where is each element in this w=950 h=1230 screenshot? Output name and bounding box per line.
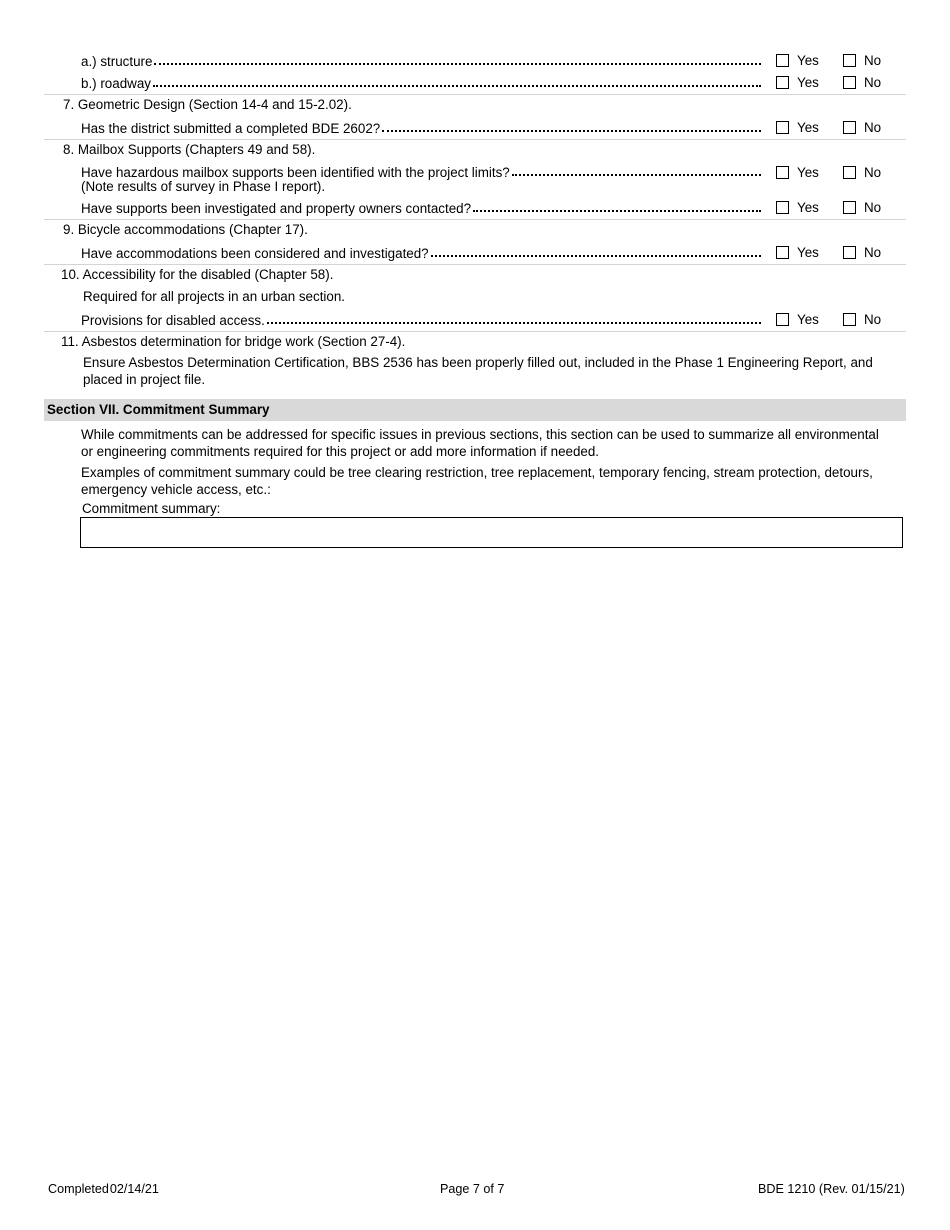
mailbox-yes-option[interactable] — [776, 163, 819, 181]
yes-label: Yes — [797, 74, 819, 90]
footer-form-number: BDE 1210 (Rev. 01/15/21) — [758, 1182, 905, 1196]
bde2602-no-option[interactable] — [843, 118, 881, 136]
item-10-subtext: Required for all projects in an urban section. — [83, 289, 346, 304]
bicycle-no-option[interactable] — [843, 243, 881, 261]
bde2602-no-checkbox[interactable] — [843, 121, 856, 134]
supports-yes-option[interactable] — [776, 198, 819, 216]
question-disabled-access — [81, 310, 761, 328]
question-structure — [81, 51, 761, 69]
no-label: No — [864, 311, 882, 327]
dot-leader — [267, 321, 761, 324]
supports-no-checkbox[interactable] — [843, 201, 856, 214]
dot-leader — [153, 84, 761, 87]
question-hazardous-mailbox — [81, 162, 761, 180]
item-7-heading: 7. Geometric Design (Section 14-4 and 15-2.02). — [63, 97, 352, 112]
structure-yes-checkbox[interactable] — [776, 54, 789, 67]
supports-yes-checkbox[interactable] — [776, 201, 789, 214]
survey-note: (Note results of survey in Phase I report). — [81, 179, 326, 194]
item-11-heading: 11. Asbestos determination for bridge work (Section 27-4). — [61, 334, 406, 349]
yes-label: Yes — [797, 52, 819, 68]
question-supports-investigated — [81, 198, 761, 216]
question-text: Have hazardous mailbox supports been identified with the project limits? — [81, 165, 510, 180]
no-label: No — [864, 119, 882, 135]
structure-yes-option[interactable] — [776, 51, 819, 69]
row-separator — [44, 94, 906, 95]
asbestos-instructions: Ensure Asbestos Determination Certification, BBS 2536 has been properly filled out, included in the Phase 1 Engineering Report, and placed in project file. — [83, 355, 873, 387]
no-label: No — [864, 52, 882, 68]
completed-label: Completed — [48, 1182, 109, 1196]
commitment-summary-field[interactable] — [80, 517, 903, 548]
mailbox-no-checkbox[interactable] — [843, 166, 856, 179]
question-bde-2602 — [81, 118, 761, 136]
question-text: b.) roadway — [81, 76, 151, 91]
bicycle-yes-checkbox[interactable] — [776, 246, 789, 259]
question-text: Have supports been investigated and property owners contacted? — [81, 201, 472, 216]
row-separator — [44, 331, 906, 332]
question-roadway — [81, 73, 761, 91]
yes-label: Yes — [797, 164, 819, 180]
commitment-paragraph-1: While commitments can be addressed for specific issues in previous sections, this section can be used to summarize all environmental or engineering commitments required for this project or add more information if needed. — [81, 427, 879, 459]
structure-no-checkbox[interactable] — [843, 54, 856, 67]
row-separator — [44, 219, 906, 220]
mailbox-no-option[interactable] — [843, 163, 881, 181]
yes-label: Yes — [797, 311, 819, 327]
question-text: Provisions for disabled access. — [81, 313, 265, 328]
structure-no-option[interactable] — [843, 51, 881, 69]
commitment-summary-label: Commitment summary: — [82, 501, 221, 516]
completed-date: 02/14/21 — [109, 1182, 159, 1196]
bicycle-yes-option[interactable] — [776, 243, 819, 261]
no-label: No — [864, 244, 882, 260]
yes-label: Yes — [797, 199, 819, 215]
dot-leader — [473, 209, 761, 212]
item-9-heading: 9. Bicycle accommodations (Chapter 17). — [63, 222, 308, 237]
commitment-paragraph-2: Examples of commitment summary could be tree clearing restriction, tree replacement, temporary fencing, stream protection, detours, emergency vehicle access, etc.: — [81, 465, 873, 497]
no-label: No — [864, 74, 882, 90]
section-vii-header: Section VII. Commitment Summary — [44, 399, 906, 421]
no-label: No — [864, 164, 882, 180]
roadway-no-option[interactable] — [843, 73, 881, 91]
footer-page-number: Page 7 of 7 — [440, 1182, 505, 1196]
access-yes-checkbox[interactable] — [776, 313, 789, 326]
roadway-yes-option[interactable] — [776, 73, 819, 91]
row-separator — [44, 264, 906, 265]
roadway-yes-checkbox[interactable] — [776, 76, 789, 89]
bde2602-yes-checkbox[interactable] — [776, 121, 789, 134]
item-10-heading: 10. Accessibility for the disabled (Chapter 58). — [61, 267, 334, 282]
item-8-heading: 8. Mailbox Supports (Chapters 49 and 58). — [63, 142, 316, 157]
access-yes-option[interactable] — [776, 310, 819, 328]
dot-leader — [431, 254, 761, 257]
question-accommodations — [81, 243, 761, 261]
bicycle-no-checkbox[interactable] — [843, 246, 856, 259]
dot-leader — [154, 62, 761, 65]
no-label: No — [864, 199, 882, 215]
dot-leader — [382, 129, 761, 132]
bde2602-yes-option[interactable] — [776, 118, 819, 136]
yes-label: Yes — [797, 244, 819, 260]
footer-completed — [48, 1182, 159, 1196]
access-no-option[interactable] — [843, 310, 881, 328]
roadway-no-checkbox[interactable] — [843, 76, 856, 89]
yes-label: Yes — [797, 119, 819, 135]
question-text: Have accommodations been considered and investigated? — [81, 246, 429, 261]
question-text: a.) structure — [81, 54, 153, 69]
mailbox-yes-checkbox[interactable] — [776, 166, 789, 179]
supports-no-option[interactable] — [843, 198, 881, 216]
dot-leader — [512, 173, 761, 176]
row-separator — [44, 139, 906, 140]
question-text: Has the district submitted a completed BDE 2602? — [81, 121, 381, 136]
access-no-checkbox[interactable] — [843, 313, 856, 326]
